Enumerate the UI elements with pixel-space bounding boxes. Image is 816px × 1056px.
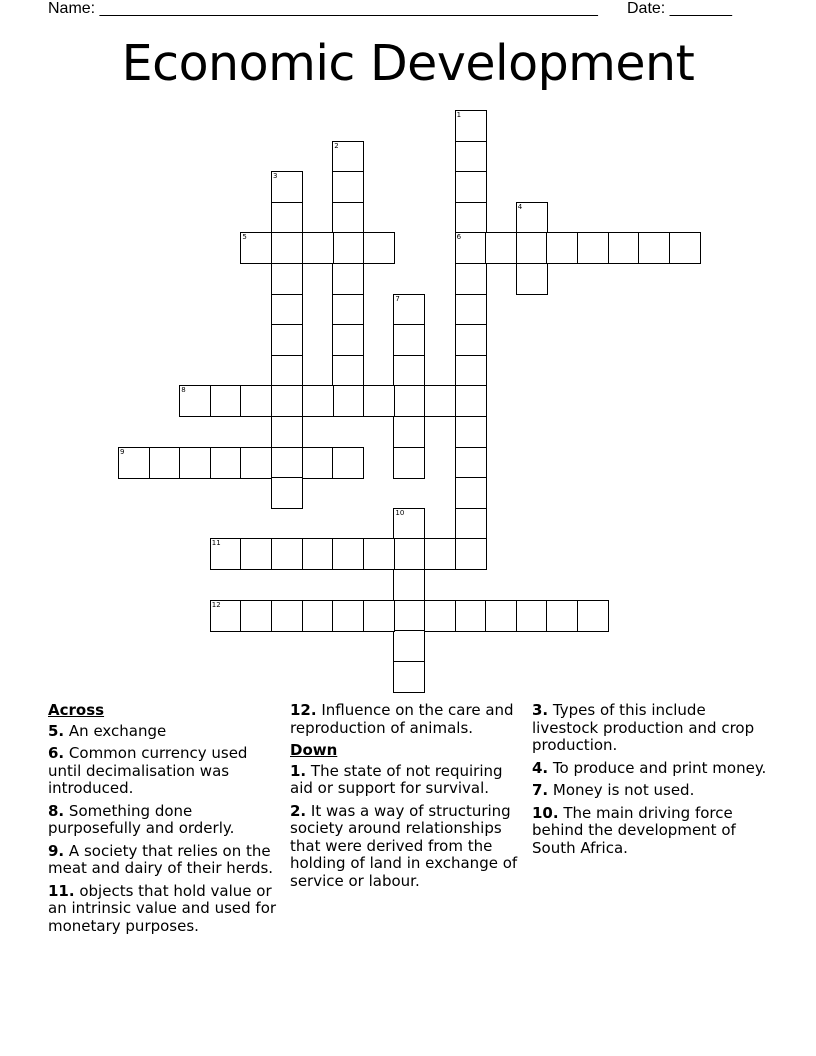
grid-cell[interactable] <box>393 569 425 601</box>
grid-cell[interactable] <box>455 263 487 295</box>
grid-cell[interactable] <box>179 447 211 479</box>
grid-cell[interactable] <box>363 538 395 570</box>
grid-cell[interactable] <box>210 447 242 479</box>
grid-cell[interactable] <box>485 232 517 264</box>
grid-cell[interactable] <box>363 232 395 264</box>
grid-cell[interactable] <box>271 600 303 632</box>
grid-cell[interactable] <box>210 385 242 417</box>
clue-number: 12 <box>211 600 221 609</box>
grid-cell[interactable] <box>271 385 303 417</box>
grid-cell[interactable] <box>393 630 425 662</box>
clues-column-3 <box>532 702 768 862</box>
grid-cell[interactable] <box>455 141 487 173</box>
grid-cell[interactable] <box>332 232 364 264</box>
grid-cell[interactable] <box>271 538 303 570</box>
grid-cell[interactable] <box>455 385 487 417</box>
grid-cell[interactable] <box>546 600 578 632</box>
grid-cell[interactable] <box>363 385 395 417</box>
grid-cell[interactable] <box>271 477 303 509</box>
clue-number: 3 <box>273 172 278 181</box>
grid-cell[interactable] <box>393 355 425 387</box>
grid-cell[interactable] <box>332 355 364 387</box>
grid-cell[interactable] <box>271 263 303 295</box>
clue-number: 5 <box>242 233 247 242</box>
clues-column-2 <box>290 702 526 895</box>
grid-cell[interactable] <box>332 324 364 356</box>
grid-cell[interactable] <box>455 110 487 142</box>
name-field-label: Name: ________________________________________________________ <box>48 0 598 17</box>
grid-cell[interactable] <box>393 416 425 448</box>
grid-cell[interactable] <box>332 263 364 295</box>
grid-cell[interactable] <box>455 538 487 570</box>
grid-cell[interactable] <box>638 232 670 264</box>
grid-cell[interactable] <box>240 538 272 570</box>
clue-number: 4 <box>517 202 523 211</box>
grid-cell[interactable] <box>455 355 487 387</box>
clue-across-5: 5. An exchange <box>48 721 167 740</box>
grid-cell[interactable] <box>302 232 334 264</box>
grid-cell[interactable] <box>179 385 211 417</box>
grid-cell[interactable] <box>455 324 487 356</box>
page-title: Economic Development <box>121 35 695 92</box>
clue-number: 2 <box>334 141 339 150</box>
grid-cell[interactable] <box>455 600 487 632</box>
grid-cell[interactable] <box>516 600 548 632</box>
clue-number: 10 <box>395 508 405 517</box>
grid-cell[interactable] <box>516 263 548 295</box>
grid-cell[interactable] <box>393 447 425 479</box>
grid-cell[interactable] <box>332 600 364 632</box>
grid-cell[interactable] <box>424 538 456 570</box>
grid-cell[interactable] <box>302 447 334 479</box>
down-heading: Down <box>290 741 338 759</box>
clue-number: 6 <box>456 233 462 242</box>
grid-cell[interactable] <box>393 294 425 326</box>
grid-cell[interactable] <box>240 600 272 632</box>
clue-down-2: 2. It was a way of structuring society around relationships that were derived from the holding of land in exchange of service or labour. <box>290 801 518 890</box>
grid-cell[interactable] <box>271 416 303 448</box>
grid-cell[interactable] <box>455 171 487 203</box>
grid-cell[interactable] <box>210 538 242 570</box>
grid-cell[interactable] <box>455 202 487 234</box>
clue-down-4: 4. To produce and print money. <box>532 758 767 777</box>
grid-cell[interactable] <box>271 447 303 479</box>
grid-cell[interactable] <box>577 600 609 632</box>
grid-cell[interactable] <box>332 202 364 234</box>
grid-cell[interactable] <box>271 324 303 356</box>
date-field-label: Date: _______ <box>627 0 732 17</box>
grid-cell[interactable] <box>424 600 456 632</box>
grid-cell[interactable] <box>393 600 425 632</box>
clue-number: 8 <box>181 386 186 395</box>
grid-cell[interactable] <box>455 477 487 509</box>
grid-cell[interactable] <box>393 661 425 693</box>
grid-cell[interactable] <box>210 600 242 632</box>
grid-cell[interactable] <box>332 294 364 326</box>
grid-cell[interactable] <box>393 508 425 540</box>
grid-cell[interactable] <box>271 232 303 264</box>
grid-cell[interactable] <box>332 171 364 203</box>
grid-cell[interactable] <box>393 385 425 417</box>
clue-number: 9 <box>120 447 125 456</box>
clue-across-6: 6. Common currency used until decimalisation was introduced. <box>48 744 248 797</box>
clue-number: 11 <box>211 539 221 548</box>
grid-cell[interactable] <box>424 385 456 417</box>
clue-number: 7 <box>395 294 400 303</box>
grid-cell[interactable] <box>271 202 303 234</box>
clue-number: 1 <box>456 111 462 119</box>
clue-down-3: 3. Types of this include livestock production and crop production. <box>532 701 755 754</box>
grid-cell[interactable] <box>455 447 487 479</box>
grid-cell[interactable] <box>271 294 303 326</box>
grid-cell[interactable] <box>240 385 272 417</box>
grid-cell[interactable] <box>302 600 334 632</box>
clue-down-10: 10. The main driving force behind the development of South Africa. <box>532 803 736 857</box>
grid-cell[interactable] <box>332 538 364 570</box>
grid-cell[interactable] <box>302 385 334 417</box>
grid-cell[interactable] <box>332 447 364 479</box>
clue-down-7: 7. Money is not used. <box>532 781 695 799</box>
grid-cell[interactable] <box>516 232 548 264</box>
grid-cell[interactable] <box>302 538 334 570</box>
grid-cell[interactable] <box>485 600 517 632</box>
clue-across-11: 11. objects that hold value or an intrinsic value and used for monetary purposes. <box>48 881 277 935</box>
clue-down-1: 1. The state of not requiring aid or support for survival. <box>290 761 503 797</box>
grid-cell[interactable] <box>271 171 303 203</box>
grid-cell[interactable] <box>332 141 364 173</box>
grid-cell[interactable] <box>669 232 701 264</box>
clue-across-12: 12. Influence on the care and reproduction of animals. <box>290 701 514 737</box>
grid-cell[interactable] <box>393 324 425 356</box>
grid-cell[interactable] <box>608 232 640 264</box>
grid-cell[interactable] <box>363 600 395 632</box>
grid-cell[interactable] <box>118 447 150 479</box>
grid-cell[interactable] <box>455 294 487 326</box>
grid-cell[interactable] <box>455 416 487 448</box>
grid-cell[interactable] <box>577 232 609 264</box>
across-heading: Across <box>48 701 105 719</box>
grid-cell[interactable] <box>393 538 425 570</box>
grid-cell[interactable] <box>149 447 181 479</box>
grid-cell[interactable] <box>516 202 548 234</box>
grid-cell[interactable] <box>332 385 364 417</box>
grid-cell[interactable] <box>455 508 487 540</box>
grid-cell[interactable] <box>271 355 303 387</box>
grid-cell[interactable] <box>240 447 272 479</box>
clue-across-8: 8. Something done purposefully and orderly. <box>48 801 235 837</box>
grid-cell[interactable] <box>546 232 578 264</box>
grid-cell[interactable] <box>455 232 487 264</box>
grid-cell[interactable] <box>240 232 272 264</box>
clues-column-1 <box>48 702 284 940</box>
clue-across-9: 9. A society that relies on the meat and dairy of their herds. <box>48 841 274 877</box>
